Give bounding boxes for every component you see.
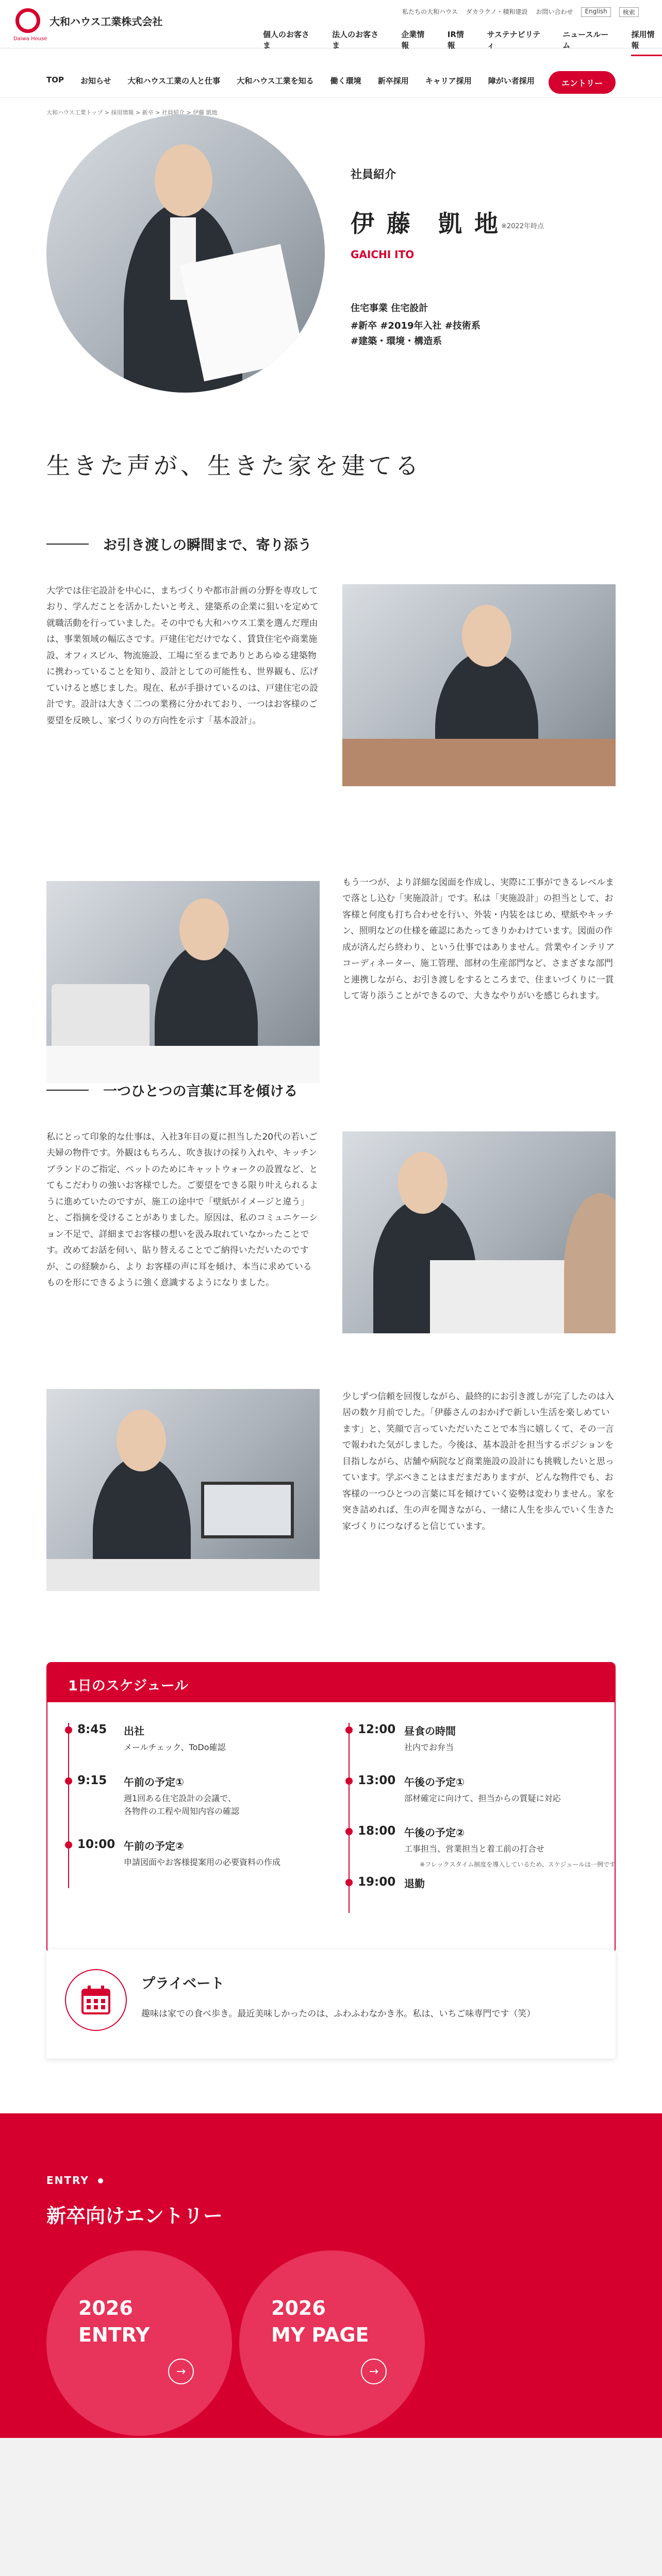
section1-photo-2 bbox=[46, 881, 320, 1083]
main-nav bbox=[263, 29, 662, 56]
top-link-1[interactable]: ダカラクノ・積和建設 bbox=[466, 8, 528, 15]
schedule-title: 1日のスケジュール bbox=[68, 1678, 189, 1694]
calendar-icon bbox=[65, 1969, 127, 2031]
section2-heading bbox=[46, 1080, 297, 1100]
private-text: 趣味は家での食べ歩き。最近美味しかったのは、ふわふわなかき氷。私は、いちご味専門です（笑） bbox=[141, 2009, 536, 2019]
breadcrumb[interactable]: 大和ハウス工業トップ > 採用情報 > 新卒 > 社員紹介 > 伊藤 凱地 bbox=[46, 109, 218, 116]
schedule-item-title: 昼食の時間 bbox=[404, 1725, 456, 1737]
logo-name[interactable]: 大和ハウス工業株式会社 bbox=[49, 15, 163, 28]
entry-card-line1: 2026 bbox=[78, 2297, 133, 2319]
nav-newsroom[interactable]: ニュースルーム bbox=[562, 30, 609, 50]
schedule-dot bbox=[65, 1777, 72, 1785]
schedule-time: 8:45 bbox=[77, 1723, 107, 1736]
section1-text-2: もう一つが、より詳細な図面を作成し、実際に工事ができるレベルまで落とし込む「実施設計」です。私は「実施設計」の担当として、お客様と何度も打ち合わせを行い、外装・内装をはじめ、壁紙やキッチン、照明などの仕様を確認にあたってきりかわけています。図面の作成が済んだら終わり、という仕事ではありません。営業やインテリアコーディネーター、施工管理、部材の生産部門など、さまざまな部門と連携しながら、お引き渡しをするところまで、住まいづくりに一貫して寄り添うことができるので、大きなやりがいを感じられます。 bbox=[342, 877, 615, 1002]
schedule-item bbox=[77, 1838, 316, 1869]
profile-dept: 住宅事業 住宅設計 bbox=[351, 303, 428, 314]
entry-card-line2: ENTRY bbox=[78, 2324, 150, 2346]
section2-text-2: 少しずつ信頼を回復しながら、最終的にお引き渡しが完了したのは入居の数ケ月前でした。「伊藤さんのおかげで新しい生活を楽しめています」と、笑顔で言っていただいたことで本当に嬉しくて、その一言で報われた気がしました。今後は、基本設計を担当するポジションを目指しながら、店舗や病院など商業施設の設計にも挑戦したいと思っています。学ぶべきことはまだまだありますが、どんな物件でも、お客様の一つひとつの言葉に耳を傾けていく姿勢は変わりません。家を突き詰めれば、生の声を聞きながら、一緒に人生を歩んでいく生きた家づくりにつなげると信じています。 bbox=[342, 1392, 615, 1532]
schedule-note: ※フレックスタイム制度を導入しているため、スケジュールは一例です bbox=[420, 1861, 616, 1868]
section-line bbox=[46, 544, 89, 545]
schedule-item bbox=[358, 1875, 596, 1893]
entry-label: ENTRY bbox=[46, 2174, 89, 2187]
top-link-0[interactable]: 私たちの大和ハウス bbox=[402, 8, 458, 15]
subnav-list bbox=[46, 75, 535, 86]
section2-text-1: 私にとって印象的な仕事は、入社3年目の夏に担当した20代の若いご夫婦の物件です。外観はもちろん、吹き抜けの採り入れや、キッチンブランドのご指定、ペットのためにキャットウォークの設置など、とてもこだわりの強いお客様でした。ご要望をできる限り叶えられるように進めていたのですが、施工の途中で「壁紙がイメージと違う」と、ご指摘を受けることがありました。原因は、私のコミュニケーション不足で、詳細までお客様の想いを汲み取れていなかったことです。改めてお話を伺い、貼り替えることでご納得いただいたのですが、この経験から、より お客様の声に耳を傾け、本当に求めているものを形にできるように強く意識するようになりました。 bbox=[46, 1132, 318, 1288]
schedule-item bbox=[358, 1774, 596, 1805]
subnav-environment[interactable]: 働く環境 bbox=[330, 76, 361, 86]
top-link-search[interactable]: 検索 bbox=[619, 7, 639, 17]
profile-name: 伊 藤 凱 地 bbox=[351, 210, 501, 238]
schedule-item-title: 午前の予定② bbox=[124, 1839, 184, 1852]
occupation-section bbox=[0, 2438, 662, 2576]
entry-card-mypage[interactable] bbox=[239, 2250, 425, 2436]
entry-label-dot bbox=[98, 2178, 103, 2183]
schedule-time: 9:15 bbox=[77, 1773, 107, 1787]
profile-tags-2: #建築・環境・構造系 bbox=[351, 336, 442, 347]
top-links bbox=[402, 7, 639, 17]
schedule-item bbox=[77, 1774, 316, 1818]
nav-recruit[interactable]: 採用情報 bbox=[631, 29, 662, 56]
schedule-dot bbox=[65, 1726, 72, 1734]
schedule-time: 10:00 bbox=[77, 1837, 115, 1851]
profile-photo bbox=[46, 114, 325, 393]
schedule-item-desc: 部材確定に向けて、担当からの質疑に対応 bbox=[404, 1793, 561, 1803]
page-headline: 生きた声が、生きた家を建てる bbox=[46, 452, 422, 480]
schedule-box bbox=[46, 1662, 616, 1954]
schedule-time: 19:00 bbox=[358, 1875, 396, 1889]
private-title: プライベート bbox=[141, 1976, 225, 1992]
schedule-item-title: 午後の予定① bbox=[404, 1775, 465, 1788]
subnav-career[interactable]: キャリア採用 bbox=[425, 76, 472, 86]
subnav-top[interactable]: TOP bbox=[46, 75, 64, 84]
section1-title: お引き渡しの瞬間まで、寄り添う bbox=[103, 537, 312, 553]
schedule-item-title: 午後の予定② bbox=[404, 1826, 465, 1839]
logo-mark[interactable] bbox=[15, 8, 40, 33]
entry-heading: 新卒向けエントリー bbox=[46, 2205, 223, 2227]
entry-card-line1: 2026 bbox=[271, 2297, 326, 2319]
section1-photo-1 bbox=[342, 584, 616, 786]
profile-name-note: ※2022年時点 bbox=[501, 223, 544, 230]
schedule-right-column bbox=[349, 1723, 596, 1913]
section1-heading bbox=[46, 534, 311, 554]
schedule-item-title: 午前の予定① bbox=[124, 1775, 184, 1788]
top-link-2[interactable]: お問い合わせ bbox=[536, 8, 573, 15]
nav-ir[interactable]: IR情報 bbox=[447, 30, 464, 50]
schedule-dot bbox=[65, 1841, 72, 1849]
subnav-about[interactable]: 大和ハウス工業を知る bbox=[237, 76, 314, 86]
site-header bbox=[0, 0, 662, 48]
entry-button[interactable]: エントリー bbox=[549, 71, 616, 94]
subnav-new-grad[interactable]: 新卒採用 bbox=[377, 76, 409, 86]
section2-photo-2 bbox=[46, 1389, 320, 1591]
arrow-right-icon: → bbox=[361, 2359, 387, 2384]
top-link-english[interactable]: English bbox=[581, 7, 610, 17]
section2-title: 一つひとつの言葉に耳を傾ける bbox=[103, 1083, 298, 1099]
subnav-people[interactable]: 大和ハウス工業の人と仕事 bbox=[127, 76, 221, 86]
schedule-left-column bbox=[68, 1723, 316, 1888]
logo-sub: Daiwa House bbox=[13, 36, 47, 42]
nav-company[interactable]: 企業情報 bbox=[401, 30, 425, 50]
subnav-news[interactable]: お知らせ bbox=[80, 76, 111, 86]
entry-card-2026[interactable] bbox=[46, 2250, 232, 2436]
schedule-item-title: 出社 bbox=[124, 1725, 144, 1737]
section2-photo-1 bbox=[342, 1131, 616, 1333]
subnav-disability[interactable]: 障がい者採用 bbox=[488, 76, 535, 86]
schedule-item bbox=[358, 1824, 596, 1856]
private-box bbox=[46, 1950, 616, 2059]
schedule-item bbox=[77, 1723, 316, 1754]
section1-text-1: 大学では住宅設計を中心に、まちづくりや都市計画の分野を専攻しており、学んだことを活かしたいと考え、建築系の企業に狙いを定めて就職活動を行っていました。その中でも大和ハウス工業を選んだ理由は、事業領域の幅広さです。戸建住宅だけでなく、賃貸住宅や商業施設、オフィスビル、物流施設、工場に至るまでありとあらゆる建築物に携わっていることを知り、設計としての可能性も、世界観も、広げていけると感じました。現在、私が手掛けているのは、戸建住宅の設計です。設計は大きく二つの業務に分かれており、一つはお客様のご要望を反映し、家づくりの方向性を示す「基本設計」。 bbox=[46, 586, 319, 726]
schedule-time: 13:00 bbox=[358, 1773, 396, 1787]
schedule-dot bbox=[345, 1777, 353, 1785]
schedule-dot bbox=[345, 1879, 353, 1886]
entry-card-line2: MY PAGE bbox=[271, 2324, 369, 2346]
profile-section-label: 社員紹介 bbox=[351, 168, 396, 181]
schedule-item-desc: 工事担当、営業担当と着工前の打合せ bbox=[404, 1844, 545, 1854]
schedule-item-desc: メールチェック、ToDo確認 bbox=[124, 1742, 226, 1752]
schedule-time: 12:00 bbox=[358, 1723, 396, 1736]
entry-section bbox=[0, 2113, 662, 2438]
schedule-dot bbox=[345, 1828, 353, 1835]
arrow-right-icon: → bbox=[168, 2359, 194, 2384]
schedule-time: 18:00 bbox=[358, 1824, 396, 1838]
schedule-item-desc: 週1回ある住宅設計の会議で、 各物件の工程や周知内容の確認 bbox=[124, 1793, 240, 1817]
profile-roman: GAICHI ITO bbox=[351, 248, 415, 261]
schedule-dot bbox=[345, 1726, 353, 1734]
nav-corporate[interactable]: 法人のお客さま bbox=[332, 30, 379, 50]
schedule-item-title: 退勤 bbox=[404, 1877, 425, 1890]
schedule-item-desc: 申請図面やお客様提案用の必要資料の作成 bbox=[124, 1857, 281, 1867]
schedule-header bbox=[47, 1663, 615, 1702]
schedule-item bbox=[358, 1723, 596, 1754]
nav-sustainability[interactable]: サステナビリティ bbox=[487, 30, 541, 50]
schedule-item-desc: 社内でお弁当 bbox=[404, 1742, 454, 1752]
profile-tags-1: #新卒 #2019年入社 #技術系 bbox=[351, 320, 481, 331]
nav-personal[interactable]: 個人のお客さま bbox=[263, 30, 310, 50]
recruit-subnav bbox=[0, 67, 662, 98]
section-line bbox=[46, 1090, 89, 1091]
